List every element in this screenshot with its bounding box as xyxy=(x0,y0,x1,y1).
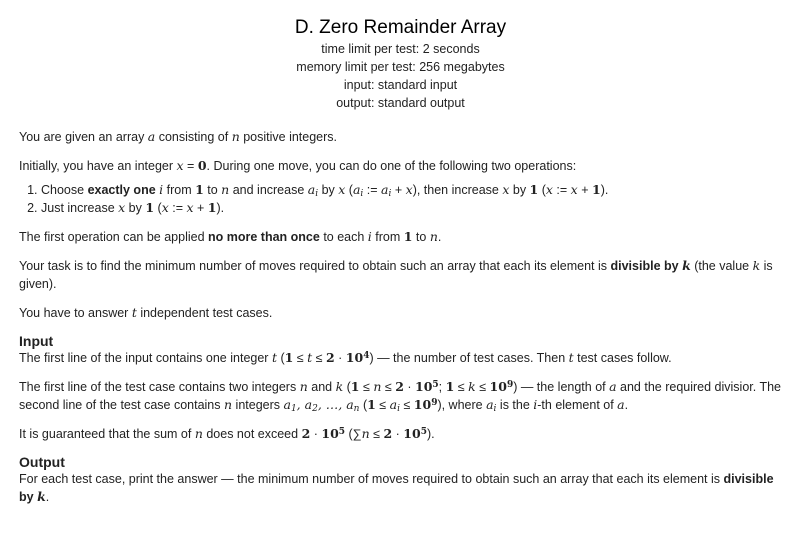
input-source: input: standard input xyxy=(343,78,458,92)
statement-p3: The first operation can be applied no more than once to each i from 1 to n. xyxy=(19,229,442,244)
problem-header xyxy=(0,0,801,112)
output-p1: For each test case, print the answer — the minimum number of moves required to obtain such an array that each its element is divisible by k. xyxy=(19,472,774,504)
memory-limit: memory limit per test: 256 megabytes xyxy=(296,60,505,74)
input-section-title: Input xyxy=(19,333,54,349)
operations-list xyxy=(19,181,789,217)
statement-p2: Initially, you have an integer x = 0. During one move, you can do one of the following two operations: xyxy=(19,158,577,173)
output-source: output: standard output xyxy=(336,96,465,110)
operation-item-1: 1. Choose exactly one i from 1 to n and increase $a_i$ by x ($a_i$ := $a_i + x$), then increase x by 1 (x := x + 1). xyxy=(41,181,789,199)
statement-p4: Your task is to find the minimum number of moves required to obtain such an array that each its element is divisible by k (the value k is given). xyxy=(19,258,773,291)
problem-body xyxy=(19,128,789,517)
problem-title: D. Zero Remainder Array xyxy=(294,17,507,38)
operation-item-2: 2. Just increase x by 1 (x := x + 1). xyxy=(41,199,789,217)
output-section-title: Output xyxy=(19,454,65,470)
input-p2: The first line of the test case contains two integers n and k ($1 \le n \le 2 \cdot 10^5$; $1 \le k \le 10^9$) — the length of a and the required divisior. The second line of the test case contains n integers $a_1$, $a_2$, …, $a_n$ $(1 \le a_i \le 10^9)$, where $a_i$ is the i-th element of a. xyxy=(19,379,781,414)
statement-p5: You have to answer t independent test cases. xyxy=(19,305,273,320)
statement-p1: You are given an array a consisting of n positive integers. xyxy=(19,129,338,144)
input-p1: The first line of the input contains one integer t $(1 \le t \le 2 \cdot 10^4)$ — the number of test cases. Then t test cases follow. xyxy=(19,350,672,365)
input-p3: It is guaranteed that the sum of n does not exceed $2 \cdot 10^5$ $(\sum n \le 2 \cdot 10^5)$. xyxy=(19,426,435,441)
time-limit: time limit per test: 2 seconds xyxy=(321,42,480,56)
